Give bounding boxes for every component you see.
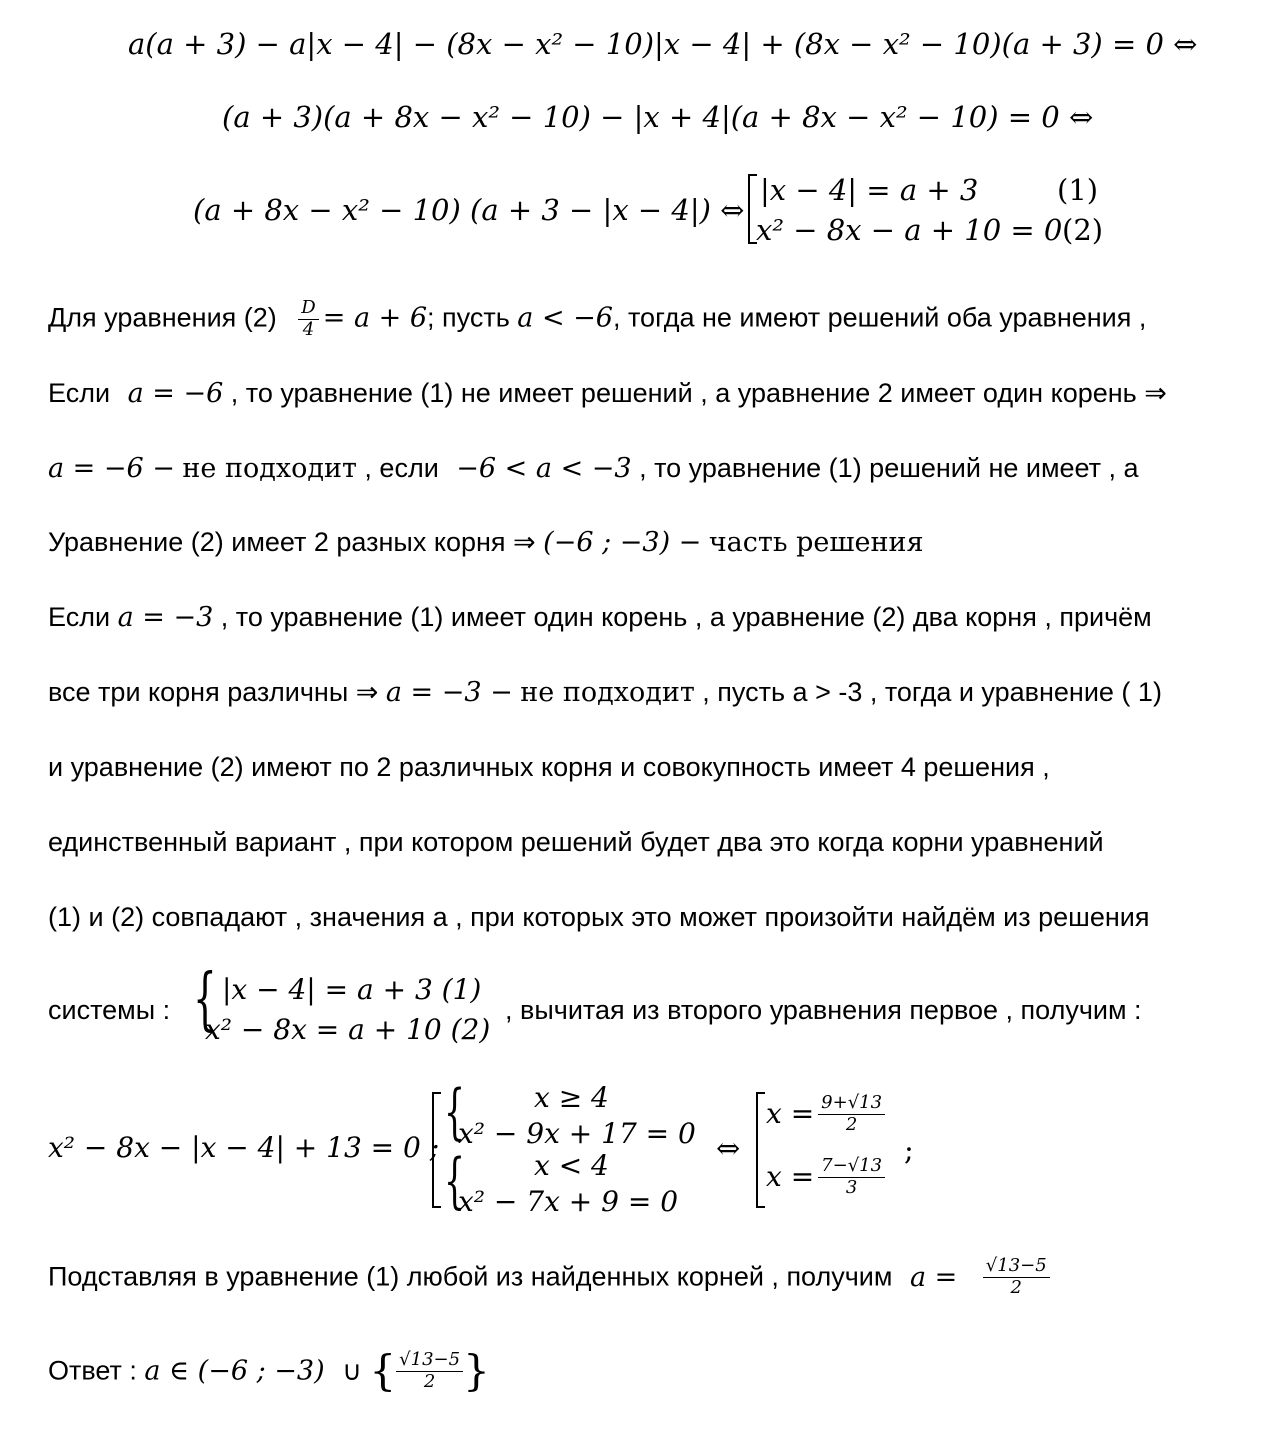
p11-case1-b: x² − 9x + 17 = 0 <box>458 1117 696 1150</box>
p11-root-2-num: 7−√13 <box>818 1156 885 1178</box>
system-eq-2: x² − 8x − a + 10 = 0 <box>756 213 1063 247</box>
p6-text-1: все три корня различны ⇒ <box>48 677 379 707</box>
paragraph-1 <box>48 298 1146 340</box>
p11-root-1-fraction <box>818 1093 885 1135</box>
equation-3-left: (a + 8x − x² − 10) (a + 3 − |x − 4|) ⇔ <box>193 193 745 227</box>
p12-math-1: a = <box>909 1261 958 1293</box>
p4-math-1: (−6 ; −3) − <box>543 527 702 558</box>
p10-text-1: системы : <box>48 995 171 1025</box>
p2-math-1: a = −6 <box>127 378 224 409</box>
p6-math-1: a = −3 − <box>385 677 513 708</box>
p6-text-2: , пусть а > -3 , тогда и уравнение ( 1) <box>702 677 1162 707</box>
equation-line-2 <box>222 100 1094 134</box>
fraction-numerator: D <box>298 298 318 320</box>
p2-text-2: , то уравнение (1) не имеет решений , а уравнение 2 имеет один корень ⇒ <box>230 378 1167 408</box>
p11-case2-a: x < 4 <box>534 1149 609 1182</box>
p11-root-1-lhs: x = <box>766 1097 815 1131</box>
p11-root-2-fraction <box>818 1156 885 1198</box>
p1-text-2: ; пусть <box>427 302 510 333</box>
p4-serif-text: часть решения <box>708 527 924 558</box>
p1-math-2: a < −6 <box>517 302 613 334</box>
p12-fraction-num: √13−5 <box>983 1256 1050 1278</box>
p10-system-eq-1: |x − 4| = a + 3 (1) <box>222 973 482 1006</box>
p11-result-bracket <box>756 1092 765 1208</box>
equation-line-1 <box>128 27 1198 61</box>
system-tag-1: (1) <box>1057 173 1099 207</box>
p10-text-2: , вычитая из второго уравнения первое , получим : <box>505 995 1142 1025</box>
paragraph-12 <box>48 1256 1050 1298</box>
paragraph-3 <box>48 455 1139 482</box>
p11-semicolon: ; <box>904 1133 914 1167</box>
system-tag-2: (2) <box>1062 213 1104 247</box>
p11-root-1 <box>766 1093 885 1135</box>
p2-text-1: Если <box>48 378 111 408</box>
answer-fraction-num: √13−5 <box>396 1350 463 1372</box>
answer-brace-close: } <box>463 1346 490 1396</box>
p1-math-1: = a + 6 <box>322 302 428 334</box>
p3-text-2: , то уравнение (1) решений не имеет , а <box>639 453 1139 483</box>
p11-root-2-lhs: x = <box>766 1160 815 1194</box>
p3-text-1: , если <box>364 453 439 483</box>
p11-curly-brace-2: { <box>444 1146 466 1216</box>
p12-fraction <box>983 1256 1050 1298</box>
fraction-d-over-4 <box>298 298 318 340</box>
p11-root-2 <box>766 1156 885 1198</box>
p11-case1-a: x ≥ 4 <box>534 1081 609 1114</box>
answer-label: Ответ : <box>48 1355 137 1386</box>
paragraph-4 <box>48 529 923 556</box>
p11-root-2-den: 3 <box>845 1176 858 1198</box>
paragraph-6 <box>48 679 1162 706</box>
p4-text-1: Уравнение (2) имеет 2 разных корня ⇒ <box>48 527 536 557</box>
p11-curly-brace-1: { <box>444 1077 466 1147</box>
p11-case2-b: x² − 7x + 9 = 0 <box>458 1185 679 1218</box>
p5-text-1: Если <box>48 602 111 632</box>
equation-2: (a + 3)(a + 8x − x² − 10) − |x + 4|(a + 8x − x² − 10) = 0 ⇔ <box>222 100 1094 134</box>
p5-math-1: a = −3 <box>117 602 214 633</box>
answer-union: ∪ <box>342 1355 362 1386</box>
paragraph-5 <box>48 604 1152 631</box>
equation-line-3 <box>193 193 745 227</box>
p11-left-equation: x² − 8x − |x − 4| + 13 = 0 ; <box>48 1131 440 1164</box>
p10-system-eq-2: x² − 8x = a + 10 (2) <box>205 1013 491 1046</box>
p11-root-1-num: 9+√13 <box>818 1093 885 1115</box>
paragraph-8: единственный вариант , при котором решений будет два это когда корни уравнений <box>48 827 1104 857</box>
p6-serif-text: не подходит <box>520 677 695 708</box>
system-eq-1: |x − 4| = a + 3 <box>760 173 979 207</box>
answer-fraction <box>396 1350 463 1392</box>
p1-text-1: Для уравнения (2) <box>48 302 277 333</box>
paragraph-9: (1) и (2) совпадают , значения а , при которых это может произойти найдём из решения <box>48 902 1150 932</box>
paragraph-7: и уравнение (2) имеют по 2 различных корня и совокупность имеет 4 решения , <box>48 752 1050 782</box>
p12-text-1: Подставляя в уравнение (1) любой из найденных корней , получим <box>48 1261 893 1292</box>
p12-fraction-den: 2 <box>1010 1276 1022 1298</box>
equation-1: a(a + 3) − a|x − 4| − (8x − x² − 10)|x − 4| + (8x − x² − 10)(a + 3) = 0 ⇔ <box>128 27 1198 61</box>
p5-text-2: , то уравнение (1) имеет один корень , а уравнение (2) два корня , причём <box>220 602 1152 632</box>
answer-brace-open: { <box>369 1346 397 1396</box>
p11-root-1-den: 2 <box>845 1113 858 1135</box>
curly-brace: { <box>193 960 217 1039</box>
p3-math-1: a = −6 − <box>48 453 175 484</box>
paragraph-2 <box>48 380 1167 407</box>
fraction-denominator: 4 <box>302 318 315 340</box>
p3-math-2: −6 < a < −3 <box>456 453 632 484</box>
answer-line <box>48 1346 490 1396</box>
p11-equivalence: ⇔ <box>716 1131 741 1165</box>
p11-square-bracket <box>432 1092 441 1208</box>
p3-serif-text: не подходит <box>182 453 357 484</box>
answer-math: a ∈ (−6 ; −3) <box>144 1355 325 1387</box>
answer-fraction-den: 2 <box>423 1370 436 1392</box>
p1-text-3: , тогда не имеют решений оба уравнения , <box>612 302 1147 333</box>
